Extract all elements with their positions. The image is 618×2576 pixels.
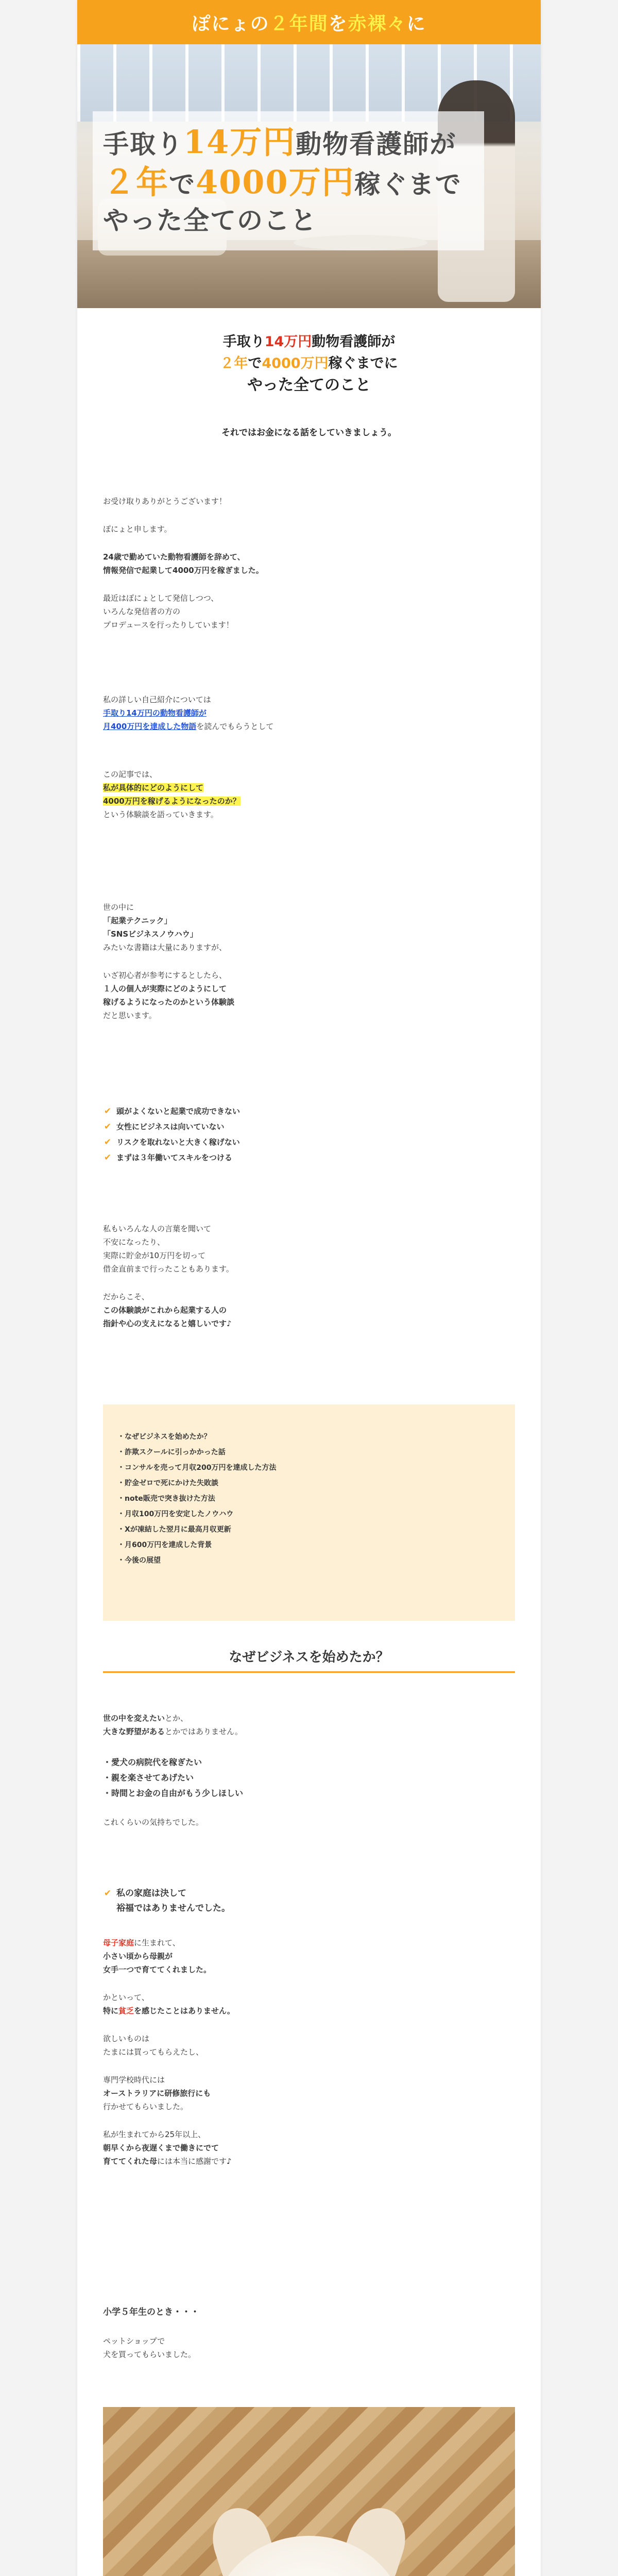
banner-text: ぽにょの: [192, 13, 270, 35]
toc-item[interactable]: ・今後の展望: [117, 1556, 161, 1565]
check-icon: ✔: [104, 1122, 112, 1132]
words-block: 私もいろんな人の言葉を聞いて 不安になったり、 実際に貯金が10万円を切って 借金直前まで行ったこともあります。 だからこそ、 この体験談がこれから起業する人の 指針や心の支えになると嬉しいです♪: [103, 1224, 234, 1328]
table-of-contents: [103, 1404, 515, 1621]
toc-item[interactable]: ・なぜビジネスを始めたか？: [117, 1433, 211, 1441]
intro-text: それではお金になる話をしていきましょう。: [221, 428, 397, 438]
check-item: ✔ まずは３年働いてスキルをつける: [103, 1150, 515, 1165]
hero-line-2: ２年で4000万円稼ぐまで: [103, 163, 462, 201]
banner-text: に: [406, 13, 426, 35]
profile-block: 私の詳しい自己紹介については 手取り14万円の動物看護師が 月400万円を達成した物語を読んでもらうとして: [103, 695, 274, 731]
why-block: 世の中を変えたいとか、 大きな野望があるとかではありません。 ・愛犬の病院代を稼ぎたい ・親を楽させてあげたい ・時間とお金の自由がもう少しほしい これくらいの気持ちでした。: [103, 1714, 244, 1827]
banner-highlight: 赤裸々: [348, 13, 407, 35]
dog-photo: [103, 2407, 515, 2576]
hero-line-3: やった全てのこと: [103, 205, 317, 235]
hero-line-1: 手取り14万円動物看護師が: [103, 123, 457, 161]
check-item: ✔ 頭がよくないと起業で成功できない: [103, 1104, 515, 1119]
toc-item[interactable]: ・コンサルを売って月収200万円を達成した方法: [117, 1464, 277, 1472]
family-heading: ✔ 私の家庭は決して: [103, 1886, 515, 1901]
page: [77, 0, 541, 2576]
profile-link[interactable]: 月400万円を達成した物語: [103, 722, 197, 731]
toc-item[interactable]: ・Xが凍結した翌月に最高月収更新: [117, 1526, 231, 1534]
toc-item[interactable]: ・月収100万円を安定したノウハウ: [117, 1510, 234, 1518]
toc-item[interactable]: ・note販売で突き抜けた方法: [117, 1495, 215, 1503]
article-block: この記事では、 私が具体的にどのようにして 4000万円を稼げるようになったのか？ という体験談を語っていきます。: [103, 770, 241, 819]
check-icon: ✔: [104, 1137, 112, 1147]
toc-item[interactable]: ・月600万円を達成した背景: [117, 1541, 212, 1549]
check-icon: ✔: [104, 1153, 112, 1163]
check-list: [103, 1104, 515, 1165]
banner-text: を: [328, 13, 348, 35]
toc-item[interactable]: ・貯金ゼロで死にかけた失敗談: [117, 1479, 218, 1487]
check-icon: ✔: [104, 1888, 112, 1899]
profile-link[interactable]: 手取り14万円の動物看護師が: [103, 708, 207, 718]
hero-image: [77, 44, 541, 308]
world-block: 世の中に 「起業テクニック」 「SNSビジネスノウハウ」 みたいな書籍は大量にありますが、 いざ初心者が参考にするとしたら、 １人の個人が実際にどのようにして 稼げるようになったのかという体験談 だと思います。: [103, 903, 235, 1020]
section-heading: なぜビジネスを始めたか？: [103, 1647, 515, 1673]
check-icon: ✔: [104, 1106, 112, 1116]
banner-highlight: ２年間: [269, 13, 329, 35]
check-item: ✔ リスクを取れないと大きく稼げない: [103, 1134, 515, 1150]
family-block: ✔ 私の家庭は決して 裕福ではありませんでした。 母子家庭に生まれて、 小さい頃から母親が 女手一つで育ててくれました。 かといって、 特に貧乏を感じたことはありません。 欲しいものは たまには買ってもらえたし、 専門学校時代には オーストラリアに研修旅行にも 行かせてもらいました。 私が生まれてから25年以上、 朝早くから夜遅くまで働きにでて 育ててくれた母には本当に感謝です♪: [103, 1886, 515, 2168]
greeting-block: お受け取りありがとうございます！ ぽにょと申します。 24歳で勤めていた動物看護師を辞めて、 情報発信で起業して4000万円を稼ぎました。 最近はぽにょとして発信しつつ、 いろんな発信者の方の プロデュースを行ったりしています！: [103, 497, 264, 630]
page-title: 手取り14万円動物看護師が ２年で4000万円稼ぐまでに やった全てのこと: [220, 334, 398, 394]
toc-item[interactable]: ・詐欺スクールに引っかかった話: [117, 1448, 226, 1456]
check-item: ✔ 女性にビジネスは向いていない: [103, 1119, 515, 1134]
childhood-block: 小学５年生のとき・・・ ペットショップで 犬を買ってもらいました。: [103, 2307, 199, 2359]
top-banner: [77, 0, 541, 44]
